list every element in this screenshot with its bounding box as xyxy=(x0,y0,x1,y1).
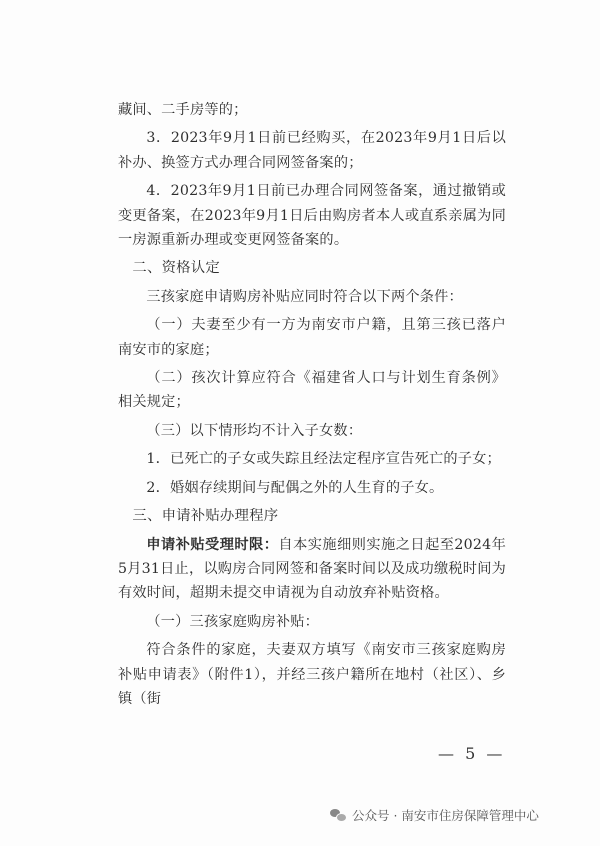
application-period-text: 自本实施细则实施之日起至2024年5月31日止，以购房合同网签和备案时间以及成功缴税时间为有效时间，超期未提交申请视为自动放弃补贴资格。 xyxy=(118,536,506,602)
paragraph-condition-2: （二）孩次计算应符合《福建省人口与计划生育条例》相关规定； xyxy=(118,370,506,411)
paragraph-exclusions: （三）以下情形均不计入子女数： xyxy=(146,422,363,439)
paragraph-continuation: 藏间、二手房等的； xyxy=(118,102,248,118)
paragraph-exclusion-2: 2．婚姻存续期间与配偶之外的人生育的子女。 xyxy=(146,479,444,496)
paragraph-condition-1: （一）夫妻至少有一方为南安市户籍，且第三孩已落户南安市的家庭； xyxy=(118,317,506,358)
paragraph-exclusion-1: 1．已死亡的子女或失踪且经法定程序宣告死亡的子女； xyxy=(146,451,501,468)
heading-qualification: 二、资格认定 xyxy=(132,260,220,277)
watermark xyxy=(330,806,539,824)
paragraph-subsection-1: （一）三孩家庭购房补贴： xyxy=(146,613,320,630)
application-period-lead: 申请补贴受理时限： xyxy=(146,536,279,553)
paragraph-conditions-intro: 三孩家庭申请购房补贴应同时符合以下两个条件： xyxy=(146,288,463,305)
watermark-text: 公众号 · 南安市住房保障管理中心 xyxy=(352,808,539,823)
paragraph-final: 符合条件的家庭，夫妻双方填写《南安市三孩家庭购房补贴申请表》（附件1），并经三孩户籍所在地村（社区）、乡镇（街 xyxy=(118,642,506,707)
paragraph-application-period xyxy=(118,533,506,606)
page-number: — 5 — xyxy=(438,744,506,763)
heading-procedure: 三、申请补贴办理程序 xyxy=(132,508,279,525)
paragraph-item-3: 3．2023年9月1日前已经购买，在2023年9月1日后以补办、换签方式办理合同网签备案的； xyxy=(118,130,506,171)
wechat-icon xyxy=(330,808,346,822)
body-text xyxy=(118,98,506,715)
paragraph-item-4: 4．2023年9月1日前已办理合同网签备案，通过撤销或变更备案，在2023年9月1日后由购房者本人或直系亲属为同一房源重新办理或变更网签备案的。 xyxy=(118,183,506,249)
